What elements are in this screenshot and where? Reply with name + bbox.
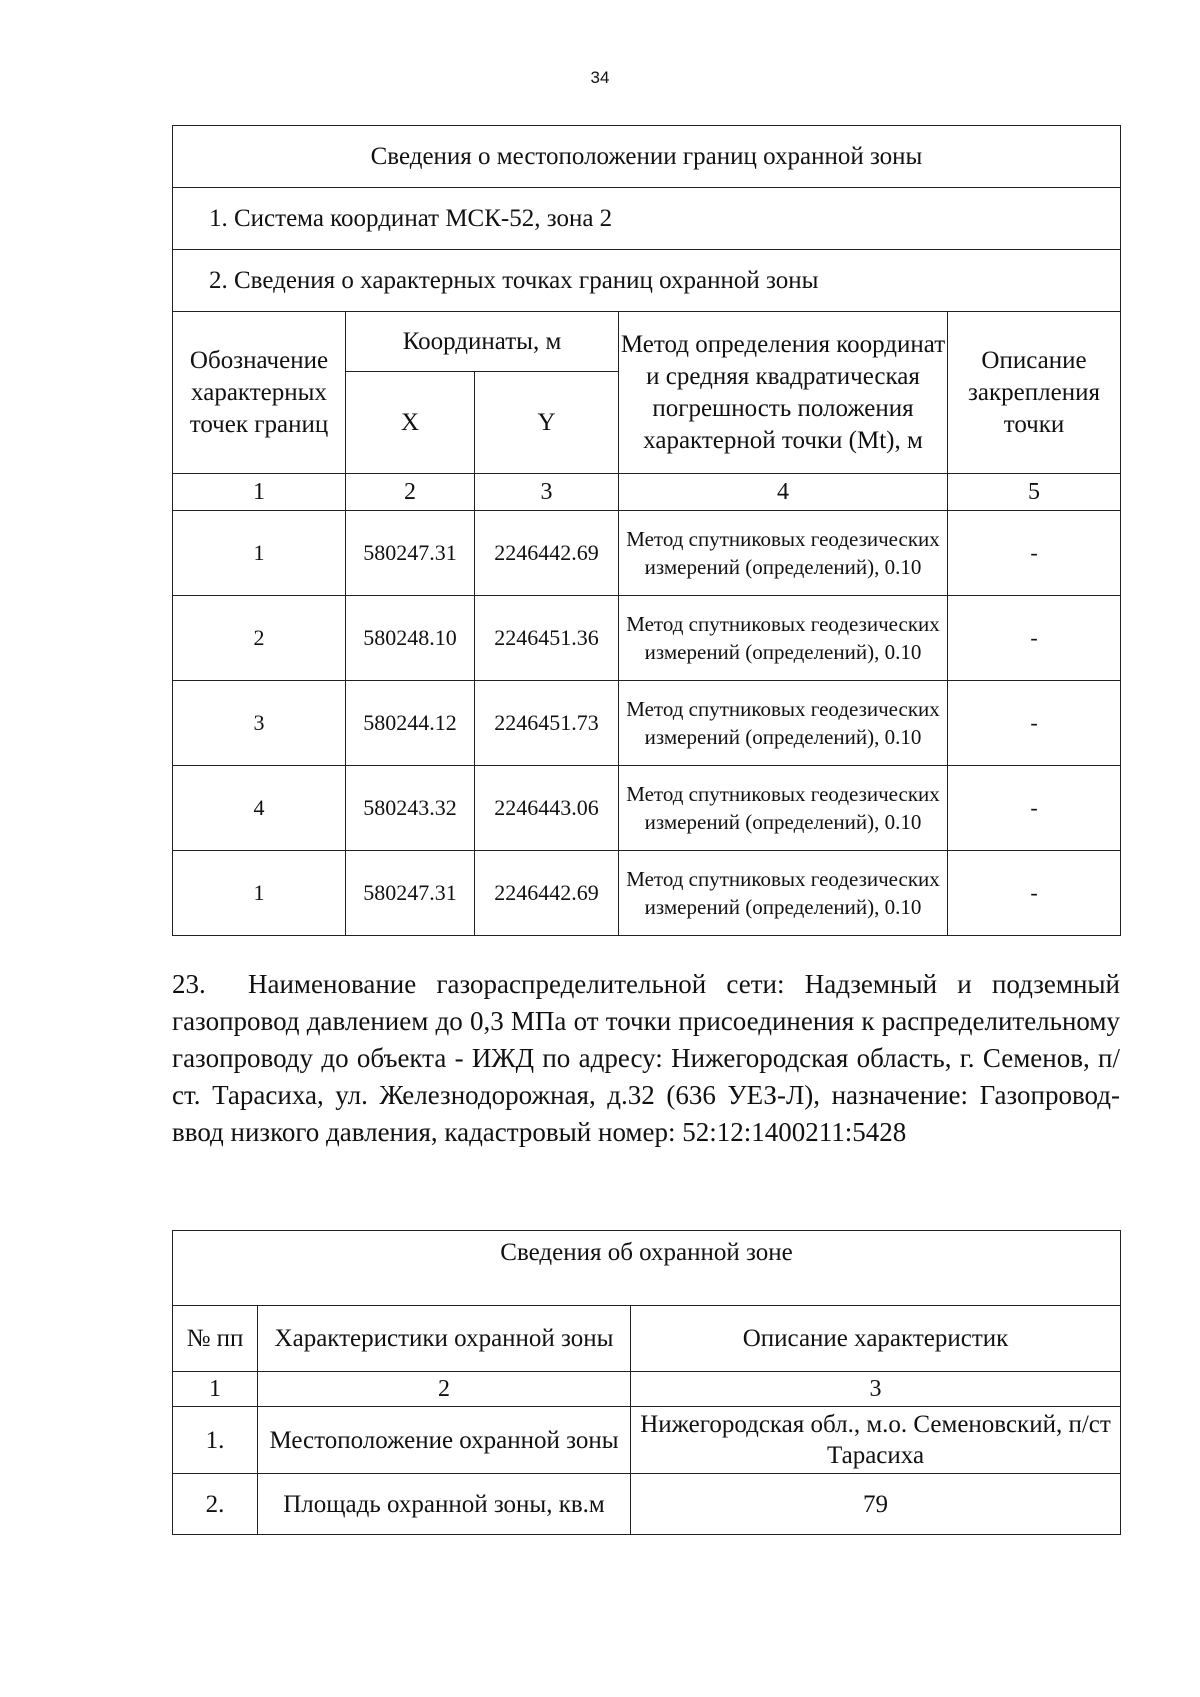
characteristic-name: Площадь охранной зоны, кв.м xyxy=(258,1474,631,1535)
coord-y: 2246443.06 xyxy=(475,766,619,851)
column-number: 4 xyxy=(619,474,948,511)
coord-y: 2246451.36 xyxy=(475,596,619,681)
table-row xyxy=(173,681,1121,766)
col-header-num: № пп xyxy=(173,1306,258,1372)
coord-y: 2246451.73 xyxy=(475,681,619,766)
zone-table-title: Сведения об охранной зоне xyxy=(173,1231,1121,1306)
coord-x: 580247.31 xyxy=(346,851,475,936)
table-row xyxy=(173,1407,1121,1474)
coord-y: 2246442.69 xyxy=(475,851,619,936)
table-row xyxy=(173,596,1121,681)
characteristic-name: Местоположение охранной зоны xyxy=(258,1407,631,1474)
coord-x: 580247.31 xyxy=(346,511,475,596)
characteristic-value: Нижегородская обл., м.о. Семеновский, п/ст Тарасиха xyxy=(631,1407,1121,1474)
col-header-y: Y xyxy=(475,372,619,474)
coordinate-system: 1. Система координат МСК-52, зона 2 xyxy=(173,188,1121,250)
method-text: Метод спутниковых геодезических измерений (определений), 0.10 xyxy=(619,681,948,766)
point-id: 1 xyxy=(173,851,346,936)
col-header-description: Описание закрепления точки xyxy=(948,312,1121,474)
col-header-method: Метод определения координат и средняя квадратическая погрешность положения характерной точки (Mt), м xyxy=(619,312,948,474)
column-number: 5 xyxy=(948,474,1121,511)
col-header-x: X xyxy=(346,372,475,474)
coord-y: 2246442.69 xyxy=(475,511,619,596)
boundaries-table-title: Сведения о местоположении границ охранной зоны xyxy=(173,126,1121,188)
method-text: Метод спутниковых геодезических измерений (определений), 0.10 xyxy=(619,596,948,681)
column-number: 1 xyxy=(173,474,346,511)
col-header-coordinates: Координаты, м xyxy=(346,312,619,372)
col-header-characteristics: Характеристики охранной зоны xyxy=(258,1306,631,1372)
column-number: 2 xyxy=(258,1372,631,1407)
boundaries-table xyxy=(172,125,1121,936)
column-number-row xyxy=(173,1372,1121,1407)
method-text: Метод спутниковых геодезических измерений (определений), 0.10 xyxy=(619,851,948,936)
coord-x: 580248.10 xyxy=(346,596,475,681)
fixing-description: - xyxy=(948,851,1121,936)
col-header-designation: Обозначение характерных точек границ xyxy=(173,312,346,474)
row-number: 2. xyxy=(173,1474,258,1535)
row-number: 1. xyxy=(173,1407,258,1474)
table-row xyxy=(173,766,1121,851)
point-id: 2 xyxy=(173,596,346,681)
column-number: 3 xyxy=(631,1372,1121,1407)
page-number: 34 xyxy=(590,68,610,87)
protection-zone-table xyxy=(172,1230,1121,1535)
column-number: 1 xyxy=(173,1372,258,1407)
point-id: 1 xyxy=(173,511,346,596)
column-number: 3 xyxy=(475,474,619,511)
column-number-row xyxy=(173,474,1121,511)
point-id: 3 xyxy=(173,681,346,766)
fixing-description: - xyxy=(948,511,1121,596)
coord-x: 580244.12 xyxy=(346,681,475,766)
method-text: Метод спутниковых геодезических измерений (определений), 0.10 xyxy=(619,511,948,596)
points-section-title: 2. Сведения о характерных точках границ охранной зоны xyxy=(173,250,1121,312)
characteristic-value: 79 xyxy=(631,1474,1121,1535)
method-text: Метод спутниковых геодезических измерений (определений), 0.10 xyxy=(619,766,948,851)
fixing-description: - xyxy=(948,596,1121,681)
item-text: Наименование газораспределительной сети: Надземный и подземный газопровод давлением до 0,3 МПа от точки присоединения к распределительному газопроводу до объекта - ИЖД по адресу: Нижегородская область, г. Семенов, п/ст. Тарасиха, ул. Железнодорожная, д.32 (636 УЕЗ-Л), назначение: Газопровод-ввод низкого давления, кадастровый номер: 52:12:1400211:5428 xyxy=(172,969,1120,1147)
table-row xyxy=(173,1474,1121,1535)
coord-x: 580243.32 xyxy=(346,766,475,851)
table-row xyxy=(173,851,1121,936)
item-paragraph xyxy=(172,966,1120,1151)
table-row xyxy=(173,511,1121,596)
point-id: 4 xyxy=(173,766,346,851)
fixing-description: - xyxy=(948,766,1121,851)
column-number: 2 xyxy=(346,474,475,511)
item-number: 23. xyxy=(172,969,206,999)
col-header-char-description: Описание характеристик xyxy=(631,1306,1121,1372)
fixing-description: - xyxy=(948,681,1121,766)
